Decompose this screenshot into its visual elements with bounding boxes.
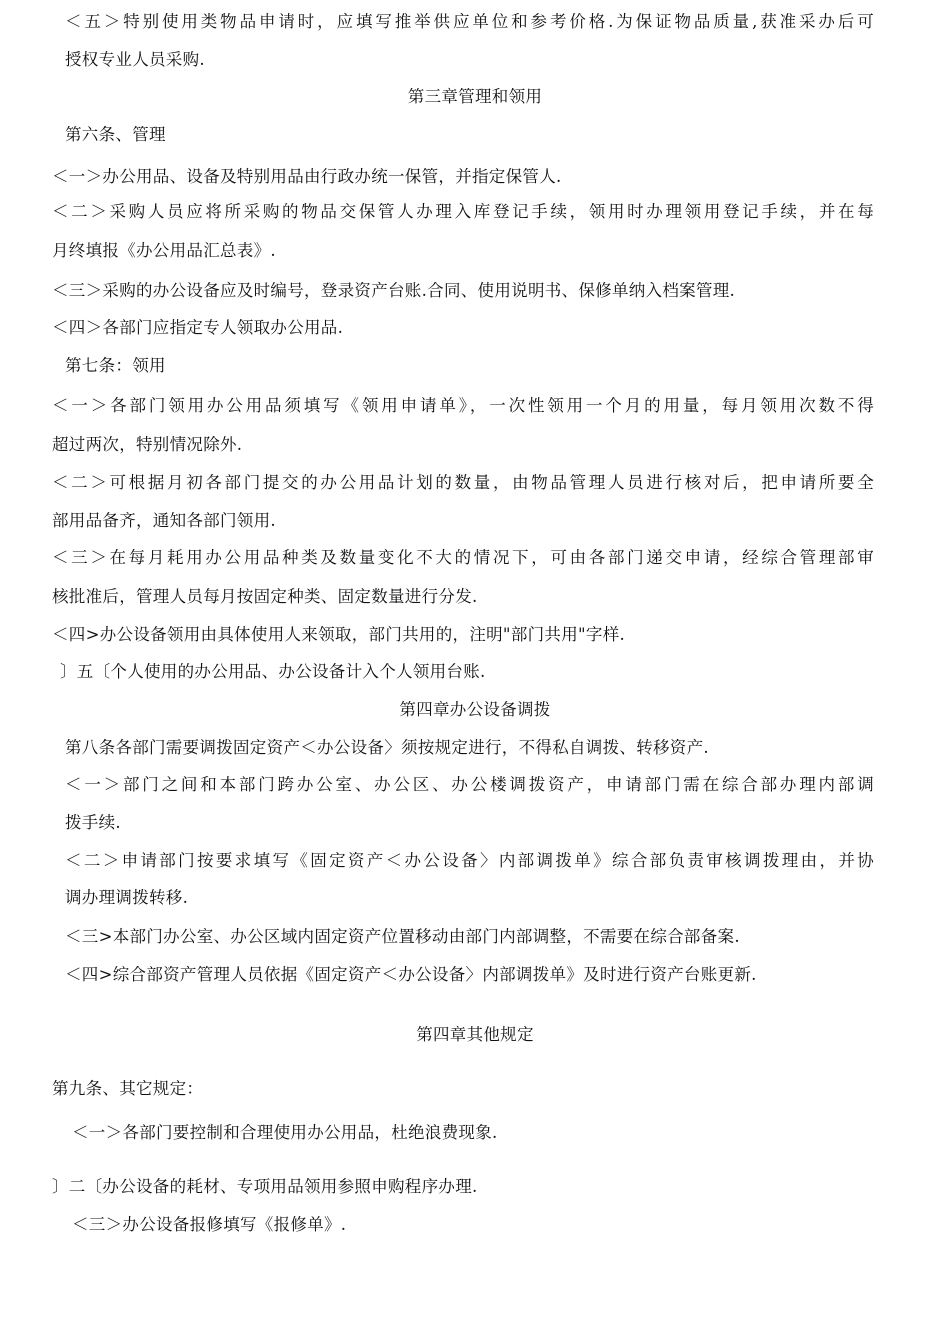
text-line: ＜一＞部门之间和本部门跨办公室、办公区、办公楼调拨资产，申请部门需在综合部办理内部调 [65, 775, 874, 794]
text-line: ＜四＞各部门应指定专人领取办公用品. [52, 318, 344, 337]
text-line: ＜二＞申请部门按要求填写《固定资产＜办公设备〉内部调拨单》综合部负责审核调拨理由，并协 [65, 851, 874, 870]
chapter-heading: 第四章其他规定 [416, 1025, 534, 1044]
text-line: 〕五〔个人使用的办公用品、办公设备计入个人领用台账. [60, 662, 486, 681]
text-line: 月终填报《办公用品汇总表》. [52, 241, 276, 260]
text-line: ＜一＞各部门领用办公用品须填写《领用申请单》，一次性领用一个月的用量，每月领用次数不得 [52, 396, 874, 415]
article-heading: 第七条：领用 [65, 356, 166, 375]
text-line: 拨手续. [65, 813, 121, 832]
text-line: 授权专业人员采购. [65, 50, 205, 69]
article-heading: 第九条、其它规定： [52, 1079, 204, 1098]
article-heading: 第八条各部门需要调拨固定资产＜办公设备〉须按规定进行，不得私自调拨、转移资产. [65, 738, 709, 757]
text-line: ＜三＞在每月耗用办公用品种类及数量变化不大的情况下，可由各部门递交申请，经综合管理部审 [52, 548, 874, 567]
text-line: 超过两次，特别情况除外. [52, 435, 243, 454]
text-line: ＜三＞办公设备报修填写《报修单》. [72, 1215, 347, 1234]
text-line: ＜四>综合部资产管理人员依据《固定资产＜办公设备〉内部调拨单》及时进行资产台账更新. [65, 965, 757, 984]
article-heading: 第六条、管理 [65, 125, 166, 144]
text-line: 核批准后，管理人员每月按固定种类、固定数量进行分发. [52, 587, 478, 606]
text-line: ＜四>办公设备领用由具体使用人来领取，部门共用的，注明"部门共用"字样. [52, 625, 626, 644]
text-line: ＜二＞可根据月初各部门提交的办公用品计划的数量，由物品管理人员进行核对后，把申请所要全 [52, 473, 874, 492]
text-line: ＜三＞采购的办公设备应及时编号，登录资产台账.合同、使用说明书、保修单纳入档案管理. [52, 281, 736, 300]
chapter-heading: 第四章办公设备调拨 [399, 700, 551, 719]
text-line: ＜二＞采购人员应将所采购的物品交保管人办理入库登记手续，领用时办理领用登记手续，并在每 [52, 202, 874, 221]
text-line: 部用品备齐，通知各部门领用. [52, 511, 276, 530]
text-line: 〕二〔办公设备的耗材、专项用品领用参照申购程序办理. [52, 1177, 478, 1196]
text-line: 调办理调拨转移. [65, 888, 189, 907]
text-line: ＜一＞办公用品、设备及特别用品由行政办统一保管，并指定保管人. [52, 167, 562, 186]
text-line: ＜三>本部门办公室、办公区域内固定资产位置移动由部门内部调整，不需要在综合部备案. [65, 927, 740, 946]
text-line: ＜五＞特别使用类物品申请时，应填写推举供应单位和参考价格.为保证物品质量,获准采办后可 [65, 12, 874, 31]
chapter-heading: 第三章管理和领用 [407, 87, 543, 106]
text-line: ＜一＞各部门要控制和合理使用办公用品，杜绝浪费现象. [72, 1123, 498, 1142]
